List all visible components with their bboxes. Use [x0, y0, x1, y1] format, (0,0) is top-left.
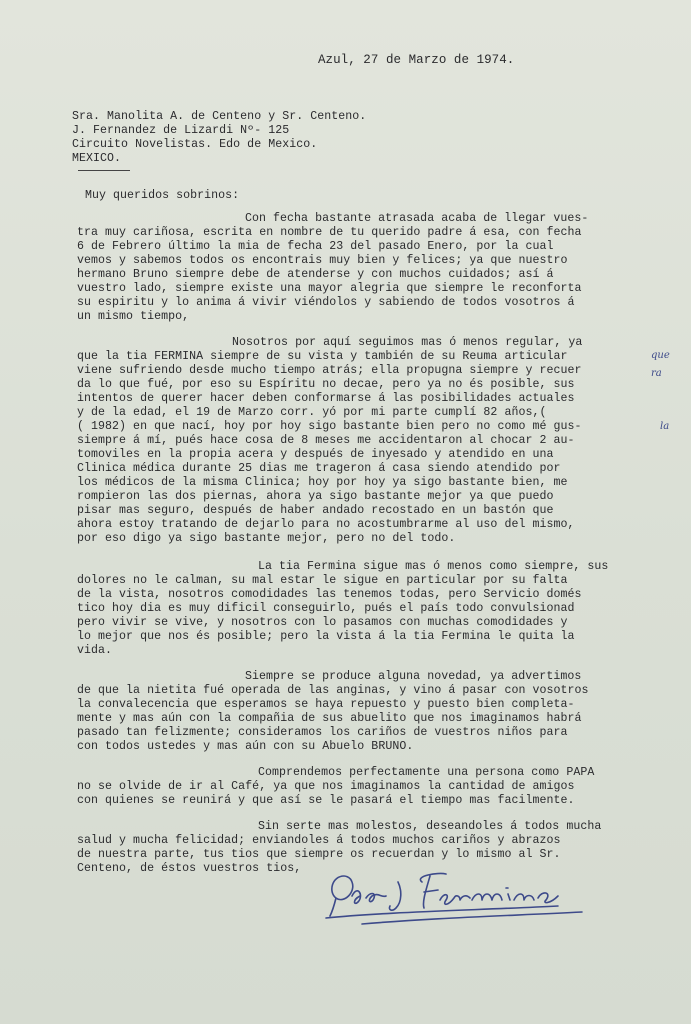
body-line: hermano Bruno siempre debe de atenderse y con muchos cuidados; así á	[77, 268, 554, 281]
body-line: Comprendemos perfectamente una persona como PAPA	[258, 766, 595, 779]
body-line: pisar mas seguro, después de haber andado recostado en un bastón que	[77, 504, 554, 517]
body-line: pero vivir se vive, y nosotros con lo pasamos con muchas comodidades y	[77, 616, 568, 629]
body-line: salud y mucha felicidad; enviandoles á todos muchos cariños y abrazos	[77, 834, 561, 847]
body-line: dolores no le calman, su mal estar le sigue en particular por su falta	[77, 574, 568, 587]
body-line: ( 1982) en que nací, hoy por hoy sigo bastante bien pero no como mé gus-	[77, 420, 582, 433]
recipient-line: MEXICO.	[72, 152, 122, 165]
body-line: de nuestra parte, tus tios que siempre os recuerdan y lo mismo al Sr.	[77, 848, 561, 861]
body-line: intentos de querer hacer deben conformarse á las posibilidades actuales	[77, 392, 575, 405]
body-line: tomoviles en la propia acera y después de inyesado y atendido en una	[77, 448, 554, 461]
body-line: tra muy cariñosa, escrita en nombre de tu querido padre á esa, con fecha	[77, 226, 582, 239]
body-line: La tia Fermina sigue mas ó menos como siempre, sus	[258, 560, 609, 573]
body-line: de la vista, nosotros comodidades las tenemos todas, pero Servicio domés	[77, 588, 582, 601]
body-line: 6 de Febrero último la mia de fecha 23 del pasado Enero, por la cual	[77, 240, 554, 253]
body-line: con todos ustedes y mas aún con su Abuelo BRUNO.	[77, 740, 414, 753]
handwritten-note: la	[660, 421, 670, 432]
body-line: y de la edad, el 19 de Marzo corr. yó por mi parte cumplí 82 años,(	[77, 406, 547, 419]
body-line: los médicos de la misma Clinica; hoy por hoy ya sigo bastante bien, me	[77, 476, 568, 489]
body-line: la convalecencia que esperamos se haya repuesto y puesto bien completa-	[77, 698, 575, 711]
body-line: viene sufriendo desde mucho tiempo atrás; ella propugna siempre y recuer	[77, 364, 582, 377]
body-line: mente y mas aún con la compañia de sus abuelito que nos imaginamos habrá	[77, 712, 582, 725]
body-line: vemos y sabemos todos os encontrais muy bien y felices; ya que nuestro	[77, 254, 568, 267]
body-line: por eso digo ya sigo bastante mejor, pero no del todo.	[77, 532, 456, 545]
body-line: que la tia FERMINA siempre de su vista y también de su Reuma articular	[77, 350, 568, 363]
body-line: vuestro lado, siempre existe una mayor alegria que siempre le reconforta	[77, 282, 582, 295]
greeting: Muy queridos sobrinos:	[85, 189, 240, 202]
handwritten-note: ra	[651, 368, 662, 379]
date-line: Azul, 27 de Marzo de 1974.	[318, 53, 515, 67]
body-line: con quienes se reunirá y que así se le pasará el tiempo mas facilmente.	[77, 794, 575, 807]
body-line: vida.	[77, 644, 113, 657]
handwritten-note: que	[651, 350, 670, 361]
body-line: Nosotros por aquí seguimos mas ó menos regular, ya	[232, 336, 583, 349]
body-line: no se olvide de ir al Café, ya que nos imaginamos la cantidad de amigos	[77, 780, 575, 793]
body-line: Con fecha bastante atrasada acaba de llegar vues-	[245, 212, 589, 225]
body-line: su espiritu y lo anima á vivir viéndolos y sabiendo de todos vosotros á	[77, 296, 575, 309]
body-line: da lo que fué, por eso su Espíritu no decae, pero ya no és posible, sus	[77, 378, 575, 391]
body-line: lo mejor que nos és posible; pero la vista á la tia Fermina le quita la	[77, 630, 575, 643]
recipient-line: J. Fernandez de Lizardi Nº- 125	[72, 124, 290, 137]
recipient-line: Sra. Manolita A. de Centeno y Sr. Centeno.	[72, 110, 367, 123]
body-line: Siempre se produce alguna novedad, ya advertimos	[245, 670, 582, 683]
body-line: de que la nietita fué operada de las anginas, y vino á pasar con vosotros	[77, 684, 589, 697]
signature-image	[322, 862, 602, 932]
body-line: rompieron las dos piernas, ahora ya sigo bastante mejor ya que puedo	[77, 490, 554, 503]
body-line: Clinica médica durante 25 dias me trageron á casa siendo atendido por	[77, 462, 561, 475]
body-line: ahora estoy tratando de dejarlo para no acostumbrarme al uso del mismo,	[77, 518, 575, 531]
body-line: tico hoy dia es muy dificil conseguirlo, pués el país todo convulsionad	[77, 602, 575, 615]
body-line: un mismo tiempo,	[77, 310, 190, 323]
body-line: siempre á mí, pués hace cosa de 8 meses me accidentaron al chocar 2 au-	[77, 434, 575, 447]
body-line: Sin serte mas molestos, deseandoles á todos mucha	[258, 820, 602, 833]
divider	[78, 170, 130, 171]
recipient-line: Circuito Novelistas. Edo de Mexico.	[72, 138, 318, 151]
body-line: Centeno, de éstos vuestros tios,	[77, 862, 302, 875]
body-line: pasado tan felizmente; consideramos los cariños de vuestros niños para	[77, 726, 568, 739]
